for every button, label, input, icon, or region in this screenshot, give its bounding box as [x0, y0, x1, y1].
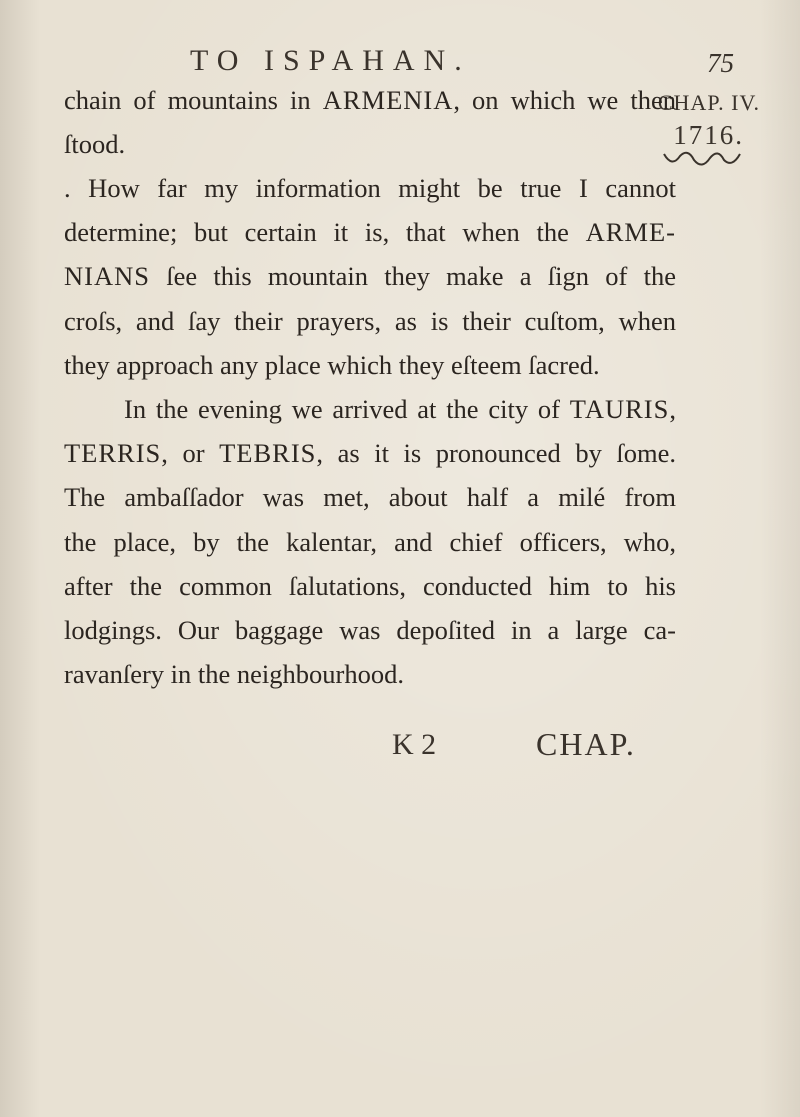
- text-line: [64, 254, 676, 298]
- signature-mark: K 2: [392, 728, 437, 761]
- margin-year-note: 1716.: [673, 120, 744, 150]
- text-line: [64, 431, 676, 475]
- text-line: lodgings. Our baggage was depoſited in a large ca-: [64, 615, 676, 646]
- catchword: CHAP.: [536, 726, 636, 762]
- running-head: TO ISPAHAN.: [190, 44, 471, 77]
- text-line: . How far my information might be true I cannot: [64, 173, 676, 203]
- margin-chapter-note: CHAP. IV.: [657, 90, 760, 115]
- paragraph-tauris: [64, 387, 676, 696]
- line-part: , on which we then: [453, 85, 676, 115]
- line-part: chain of mountains in: [64, 85, 323, 115]
- text-line: after the common ſalutations, conducted him to his: [64, 570, 676, 601]
- line-part: , as it is pronounced by ſome.: [316, 438, 677, 469]
- place-name-terris: TERRIS: [64, 438, 162, 469]
- text-line: ravanſery in the neighbourhood.: [64, 659, 404, 690]
- text-line: [64, 78, 676, 122]
- line-part: ,: [669, 394, 676, 424]
- place-name-tauris: TAURIS: [569, 394, 670, 424]
- line-part: , or: [161, 438, 220, 469]
- line-part: determine; but certain it is, that when the: [64, 217, 586, 248]
- line-part: In the evening we arrived at the city of: [124, 394, 570, 424]
- line-part: ſee this mountain they make a ſign of the: [149, 261, 676, 292]
- page-number: 75: [707, 48, 734, 78]
- place-name-tebris: TEBRIS: [219, 438, 317, 469]
- text-line: the place, by the kalentar, and chief officers, who,: [64, 526, 676, 557]
- place-name-armenians-cont: NIANS: [64, 261, 150, 292]
- place-name-armenia: ARMENIA: [322, 85, 454, 115]
- paragraph-mountain: [64, 166, 676, 387]
- text-line: they approach any place which they eſteem ſacred.: [64, 349, 600, 380]
- text-line: [64, 210, 676, 254]
- text-line: The ambaſſador was met, about half a milé from: [64, 482, 676, 513]
- paragraph-continuation: [64, 78, 676, 166]
- text-line: [64, 387, 676, 431]
- text-line: croſs, and ſay their prayers, as is their cuſtom, when: [64, 305, 676, 336]
- place-name-armenians: ARME-: [585, 217, 676, 248]
- text-line: ſtood.: [64, 129, 126, 160]
